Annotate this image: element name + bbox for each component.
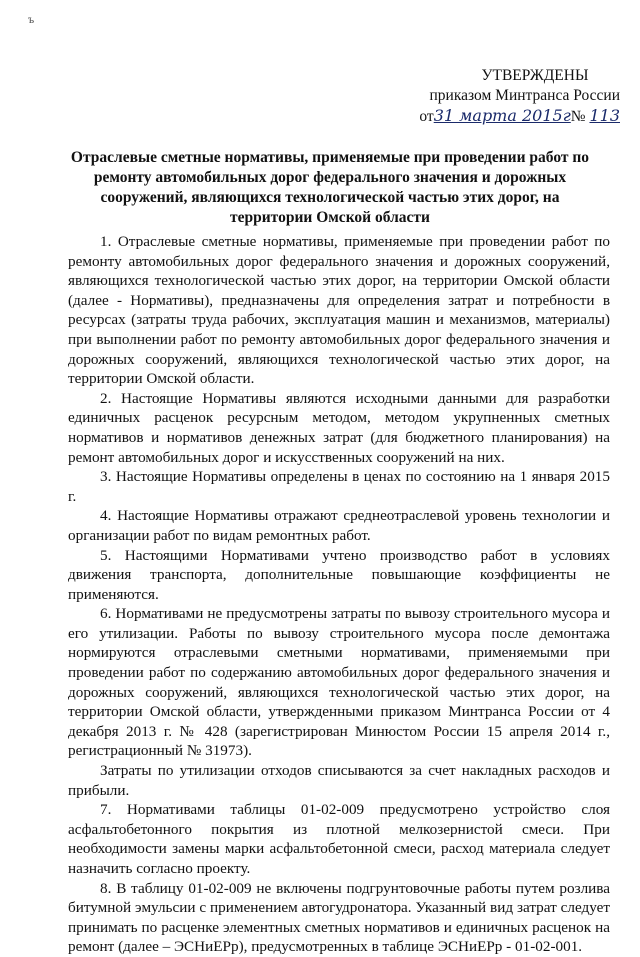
paragraph: 1. Отраслевые сметные нормативы, применяемые при проведении работ по ремонту автомобильных дорог федерального значения и дорожных сооружений, являющихся технологической частью этих дорог, на территории Омской области (далее - Нормативы), предназначены для определения затрат и потребности в ресурсах (затраты труда рабочих, эксплуатация машин и механизмов, материалы) при выполнении работ по ремонту автомобильных дорог федерального значения и дорожных сооружений, являющихся технологической частью этих дорог, на территории Омской области. [68, 233, 610, 388]
approval-number-label: № [570, 108, 586, 125]
corner-mark: ъ [28, 12, 35, 26]
approval-block [410, 66, 620, 127]
approval-order: приказом Минтранса России [429, 87, 620, 104]
approval-date-line [410, 106, 620, 127]
handwritten-date: 31 марта 2015г [433, 106, 571, 125]
paragraph: 4. Настоящие Нормативы отражают среднеотраслевой уровень технологии и организации работ по видам ремонтных работ. [68, 507, 610, 544]
paragraph: 3. Настоящие Нормативы определены в ценах по состоянию на 1 января 2015 г. [68, 468, 610, 505]
paragraph: 5. Настоящими Нормативами учтено производство работ в условиях движения транспорта, дополнительные повышающие коэффициенты не применяются. [68, 546, 610, 603]
document-body [68, 232, 610, 957]
paragraph: 8. В таблицу 01-02-009 не включены подгрунтовочные работы путем розлива битумной эмульсии с применением автогудронатора. Указанный вид затрат следует принимать по расценке элементных сметных нормативов и единичных расценок на ремонт (далее – ЭСНиЕРр), предусмотренных в таблице ЭСНиЕРр - 01-02-001. [68, 879, 610, 956]
paragraph: 6. Нормативами не предусмотрены затраты по вывозу строительного мусора и его утилизации. Работы по вывозу строительного мусора после демонтажа нормируются отраслевыми сметными нормативами, применяемыми при проведении работ по содержанию автомобильных дорог федерального значения и дорожных сооружений, являющихся технологической частью этих дорог, на территории Омской области, утвержденными приказом Минтранса России от 4 декабря 2013 г. № 428 (зарегистрирован Минюстом России 15 апреля 2014 г., регистрационный № 31973). [68, 605, 610, 760]
paragraph: 2. Настоящие Нормативы являются исходными данными для разработки единичных расценок ресурсным методом, методом укрупненных сметных нормативов и нормативов денежных затрат (для бюджетного планирования) на ремонт автомобильных дорог и искусственных сооружений на них. [68, 389, 610, 466]
approval-date-prefix: от [419, 108, 434, 125]
handwritten-number: 113 [589, 106, 620, 125]
document-title: Отраслевые сметные нормативы, применяемые при проведении работ по ремонту автомобильных дорог федерального значения и дорожных сооружений, являющихся технологической частью этих дорог, на территории Омской области [70, 149, 590, 226]
approval-heading: УТВЕРЖДЕНЫ [481, 67, 589, 84]
paragraph: 7. Нормативами таблицы 01-02-009 предусмотрено устройство слоя асфальтобетонного покрытия из плотной мелкозернистой смеси. При необходимости замены марки асфальтобетонной смеси, расход материала следует назначить согласно проекту. [68, 801, 610, 877]
paragraph: Затраты по утилизации отходов списываются за счет накладных расходов и прибыли. [68, 762, 610, 799]
